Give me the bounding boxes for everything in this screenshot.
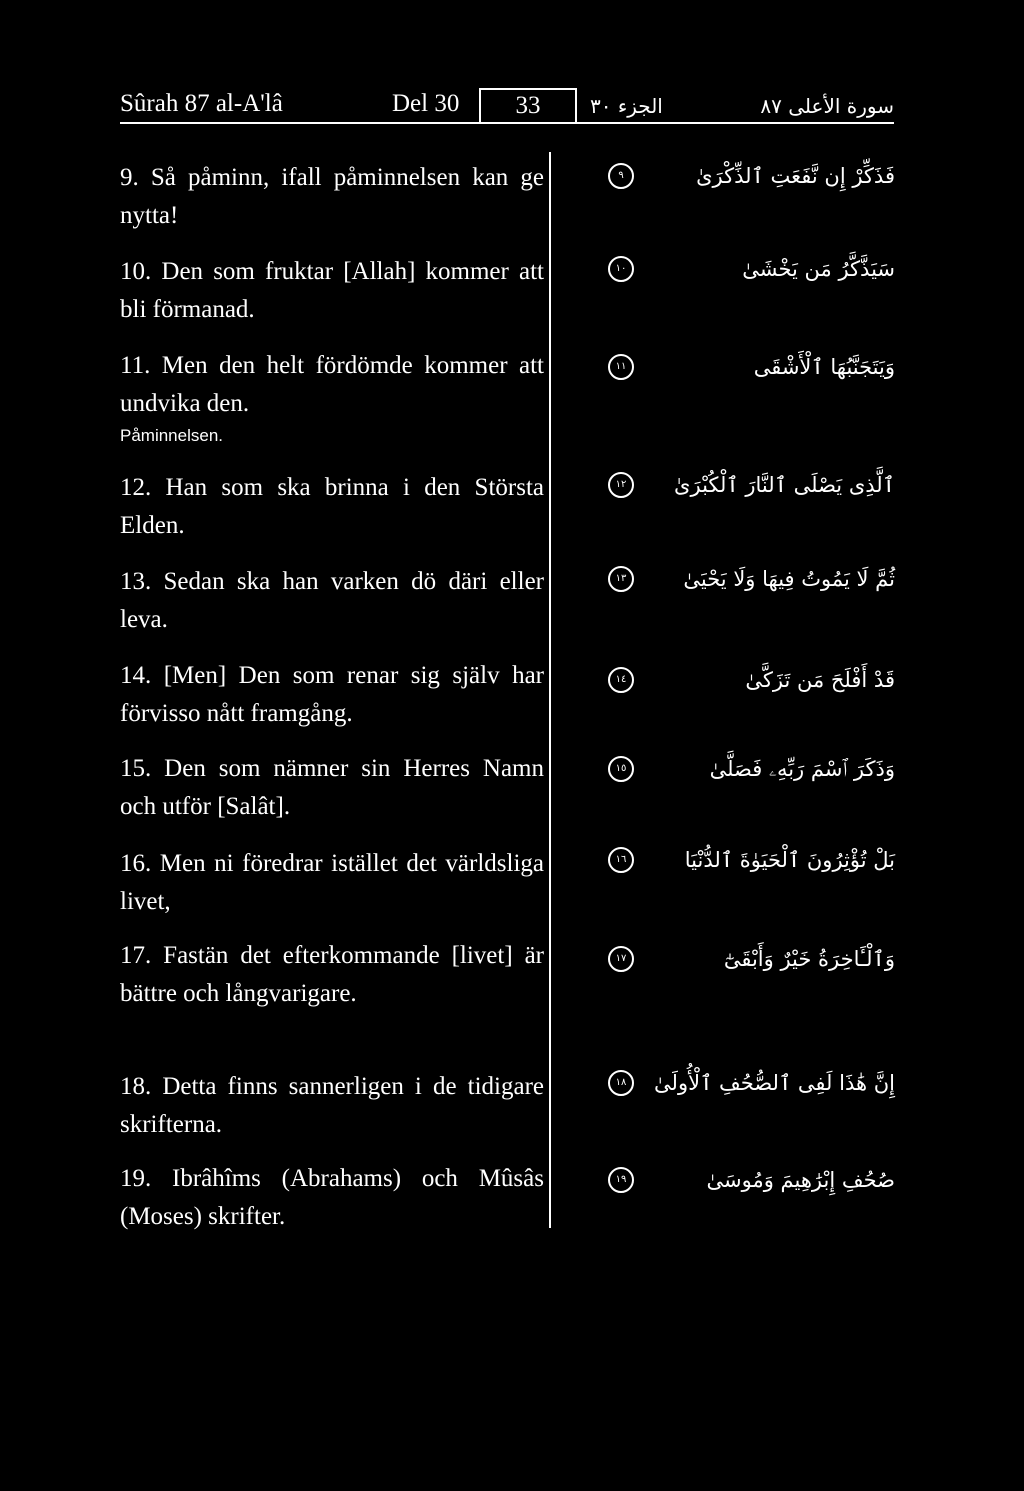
verse-13-swedish: 13. Sedan ska han varken dö däri eller leva. xyxy=(120,568,544,633)
verse-end-marker: ١٨ xyxy=(608,1070,634,1096)
part-label: Del 30 xyxy=(392,90,460,117)
verse-14-arabic: قَدْ أَفْلَحَ مَن تَزَكَّىٰ ١٤ xyxy=(600,658,895,702)
verse-end-marker: ١٩ xyxy=(608,1167,634,1193)
page-number: 33 xyxy=(479,88,577,122)
verse-16-swedish: 16. Men ni föredrar istället det världsliga livet, xyxy=(120,850,544,915)
verse-12-swedish: 12. Han som ska brinna i den Största Elden. xyxy=(120,474,544,539)
verse-end-marker: ١٧ xyxy=(608,946,634,972)
verse-end-marker: ١١ xyxy=(608,354,634,380)
surah-title: Sûrah 87 al-A'lâ xyxy=(120,90,283,117)
verse-end-marker: ١٦ xyxy=(608,847,634,873)
verse-end-marker: ١٠ xyxy=(608,256,634,282)
arabic-surah-title: سورة الأعلى ٨٧ xyxy=(760,94,894,118)
page-header xyxy=(120,88,894,124)
verse-11-swedish: 11. Men den helt fördömde kommer att undvika den. Påminnelsen. xyxy=(120,347,544,449)
verse-19-swedish: 19. Ibrâhîms (Abrahams) och Mûsâs (Moses) skrifter. xyxy=(120,1165,544,1230)
verse-end-marker: ١٥ xyxy=(608,756,634,782)
column-divider xyxy=(549,152,551,1228)
verse-11-arabic: وَيَتَجَنَّبُهَا ٱلْأَشْقَى ١١ xyxy=(600,345,895,389)
verse-18-arabic: إِنَّ هَٰذَا لَفِى ٱلصُّحُفِ ٱلْأُولَىٰ ١٨ xyxy=(600,1061,895,1105)
verse-17-arabic: وَٱلْـَٔاخِرَةُ خَيْرٌ وَأَبْقَىٰٓ ١٧ xyxy=(600,937,895,981)
verse-19-arabic: صُحُفِ إِبْرَٰهِيمَ وَمُوسَىٰ ١٩ xyxy=(600,1158,895,1202)
verse-9-swedish: 9. Så påminn, ifall påminnelsen kan ge nytta! xyxy=(120,164,544,229)
verse-end-marker: ١٢ xyxy=(608,472,634,498)
verse-15-swedish: 15. Den som nämner sin Herres Namn och utför [Salât]. xyxy=(120,755,544,820)
verse-end-marker: ٩ xyxy=(608,163,634,189)
verse-10-arabic: سَيَذَّكَّرُ مَن يَخْشَىٰ ١٠ xyxy=(600,247,895,291)
verse-16-arabic: بَلْ تُؤْثِرُونَ ٱلْحَيَوٰةَ ٱلدُّنْيَا ١٦ xyxy=(600,838,895,882)
verse-end-marker: ١٣ xyxy=(608,566,634,592)
verse-18-swedish: 18. Detta finns sannerligen i de tidigare skrifterna. xyxy=(120,1073,544,1138)
verse-15-arabic: وَذَكَرَ ٱسْمَ رَبِّهِۦ فَصَلَّىٰ ١٥ xyxy=(600,747,895,791)
footnote: Påminnelsen. xyxy=(120,426,224,445)
verse-17-swedish: 17. Fastän det efterkommande [livet] är bättre och långvarigare. xyxy=(120,942,544,1007)
verse-9-arabic: فَذَكِّرْ إِن نَّفَعَتِ ٱلذِّكْرَىٰ ٩ xyxy=(600,154,895,198)
arabic-part-label: الجزء ٣٠ xyxy=(590,94,663,118)
verse-13-arabic: ثُمَّ لَا يَمُوتُ فِيهَا وَلَا يَحْيَىٰ ١٣ xyxy=(600,557,895,601)
verse-10-swedish: 10. Den som fruktar [Allah] kommer att bli förmanad. xyxy=(120,258,544,323)
verse-14-swedish: 14. [Men] Den som renar sig själv har förvisso nått framgång. xyxy=(120,662,544,727)
verse-12-arabic: ٱلَّذِى يَصْلَى ٱلنَّارَ ٱلْكُبْرَىٰ ١٢ xyxy=(600,463,895,507)
verse-end-marker: ١٤ xyxy=(608,667,634,693)
